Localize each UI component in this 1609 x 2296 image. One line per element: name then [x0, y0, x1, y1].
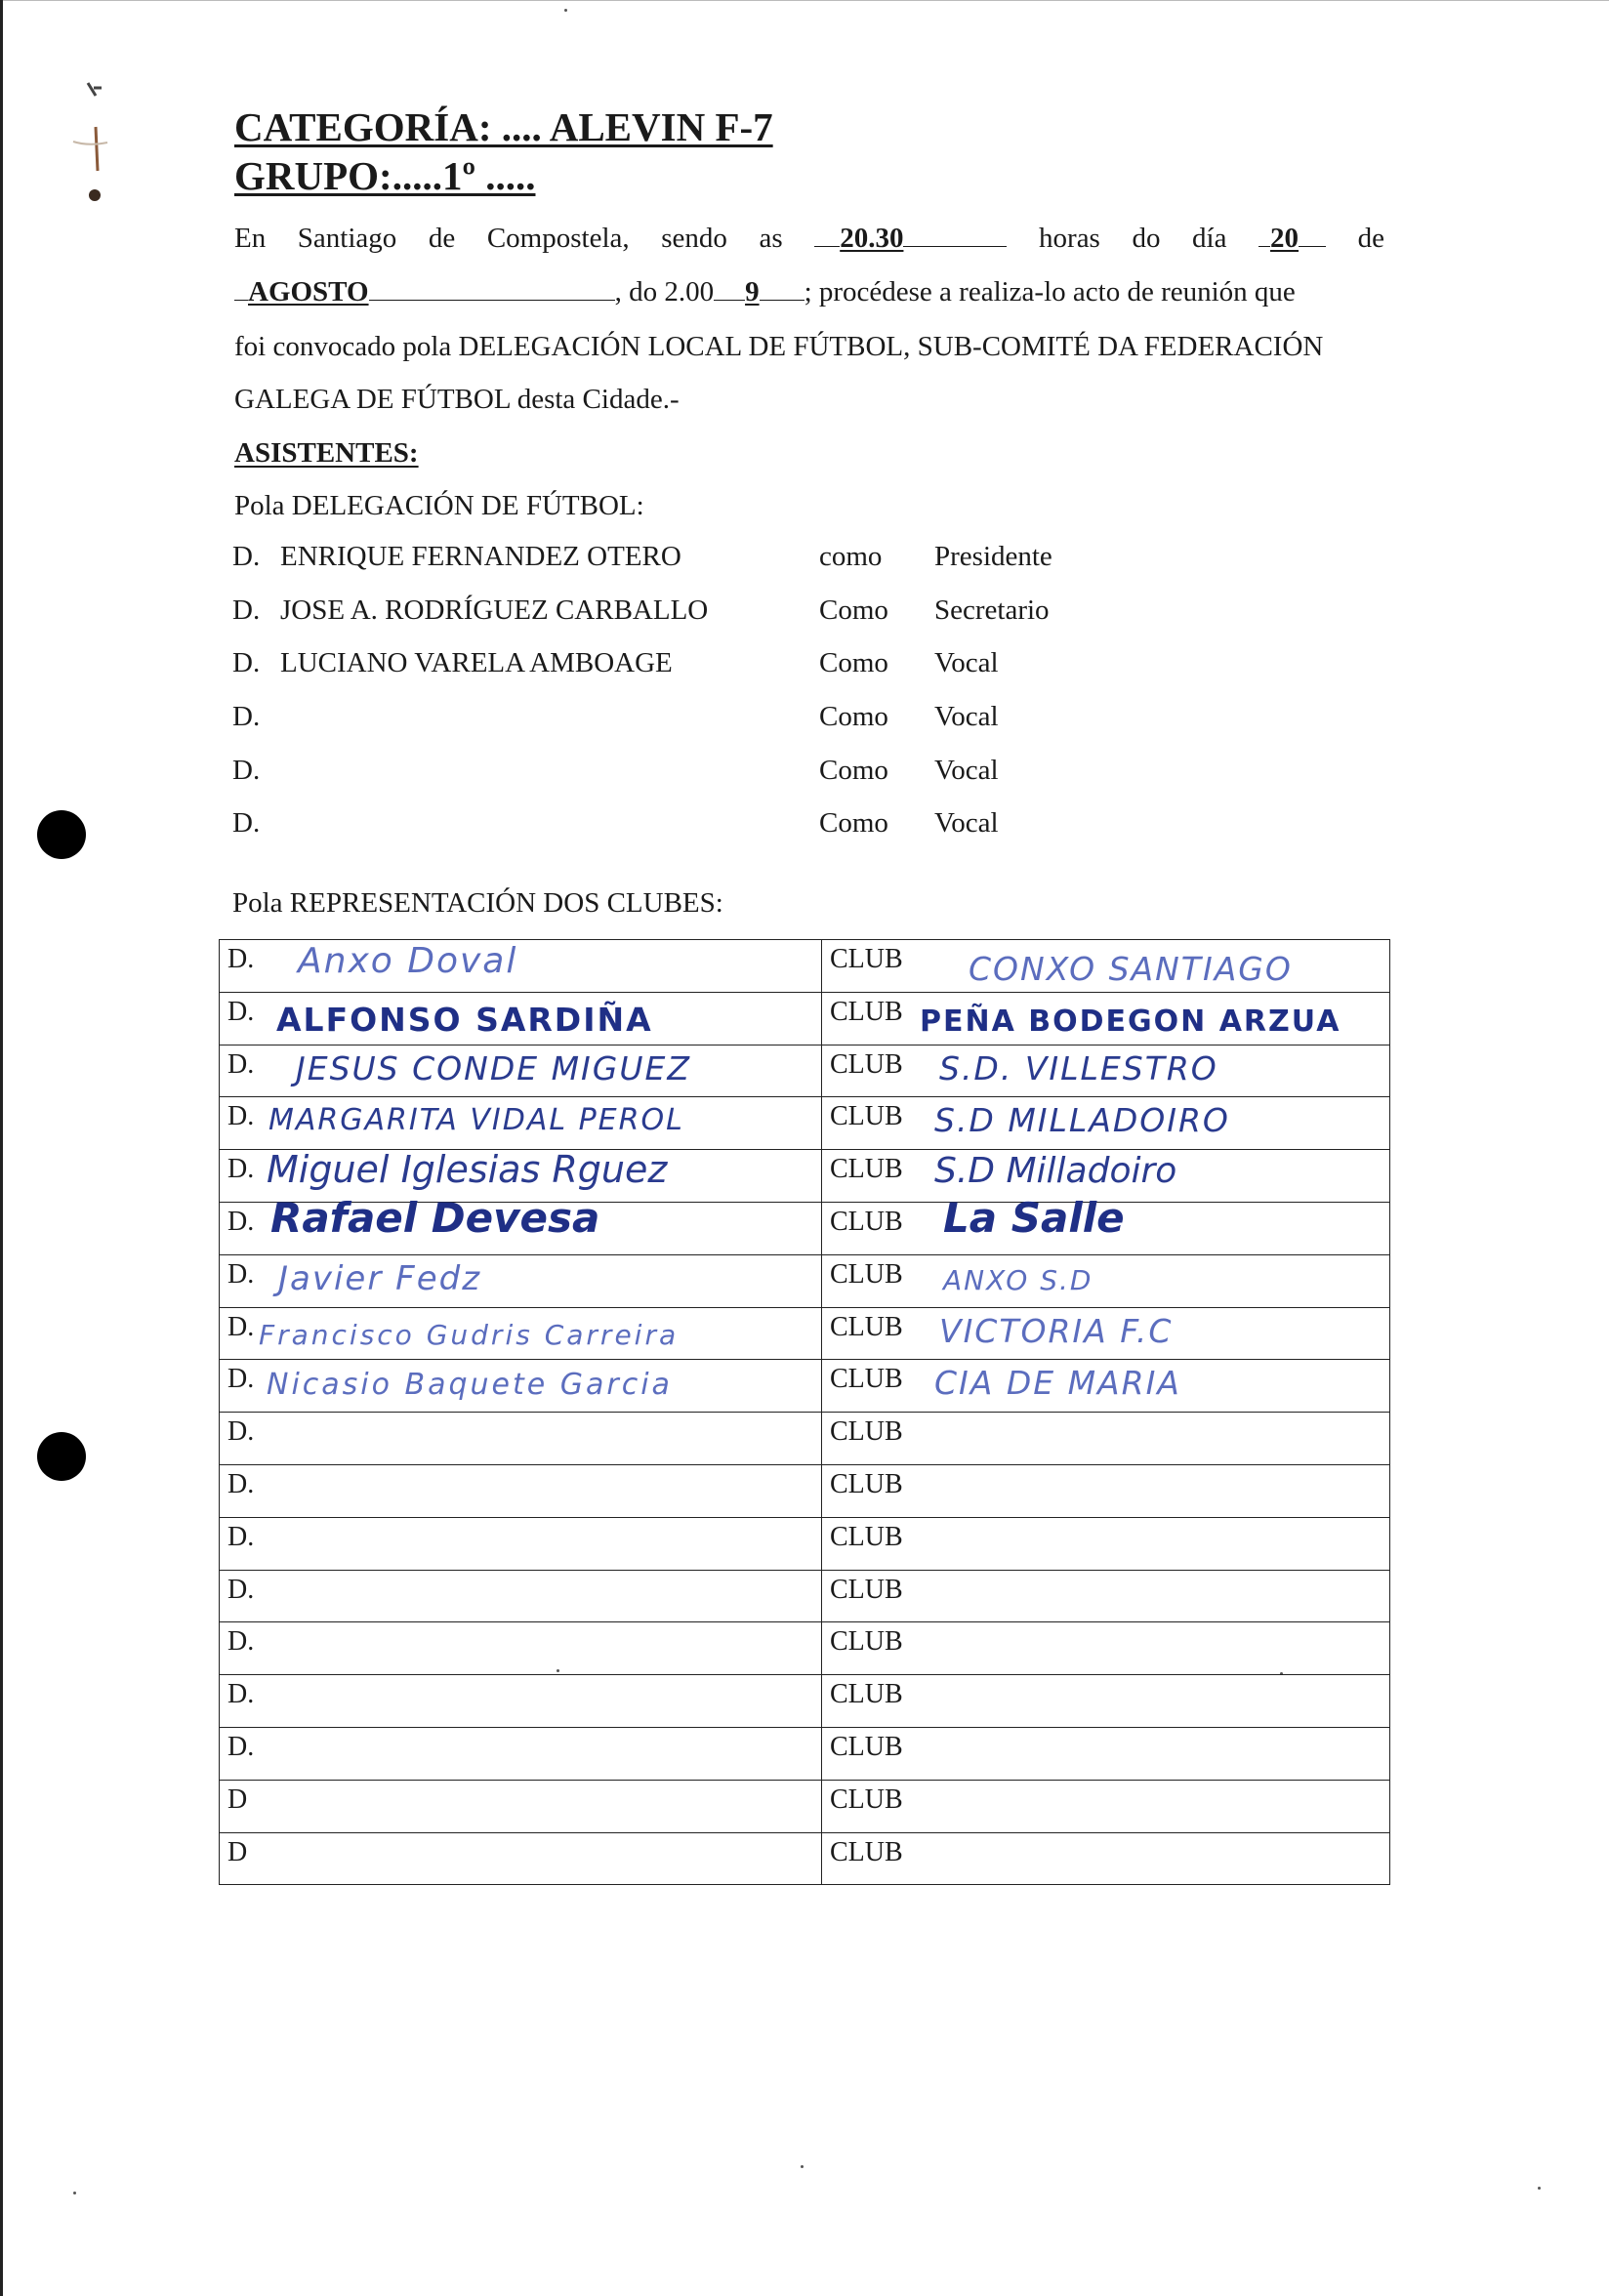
club-label: CLUB — [830, 1258, 903, 1290]
name-cell[interactable] — [220, 1780, 822, 1832]
handwritten-club: S.D MILLADOIRO — [934, 1101, 1230, 1140]
club-label: CLUB — [830, 1521, 903, 1552]
club-cell[interactable] — [822, 1045, 1390, 1097]
name-cell[interactable] — [220, 1832, 822, 1885]
handwritten-name: JESUS CONDE MIGUEZ — [296, 1048, 691, 1087]
word: Santiago — [297, 223, 397, 254]
name-cell[interactable] — [220, 1307, 822, 1360]
word: horas — [1039, 223, 1100, 254]
name-cell[interactable] — [220, 1517, 822, 1570]
club-label: CLUB — [830, 1679, 903, 1710]
name-cell[interactable] — [220, 1622, 822, 1675]
table-row — [220, 1045, 1390, 1097]
word: En — [234, 223, 267, 254]
time-field — [814, 219, 1007, 258]
member-role: Vocal — [934, 647, 999, 678]
table-row — [220, 1254, 1390, 1307]
club-label: CLUB — [830, 1468, 903, 1499]
word: sendo — [661, 223, 727, 254]
handwritten-name: Rafael Devesa — [270, 1193, 600, 1242]
scan-speck — [564, 9, 567, 12]
member-role: Vocal — [934, 755, 999, 786]
club-cell[interactable] — [822, 992, 1390, 1045]
club-label: CLUB — [830, 1206, 903, 1237]
word: Compostela, — [486, 223, 630, 254]
club-label: CLUB — [830, 1836, 903, 1867]
scan-speck — [73, 2192, 76, 2194]
handwritten-club: S.D Milladoiro — [934, 1151, 1177, 1192]
name-cell[interactable] — [220, 1254, 822, 1307]
clubes-label: Pola REPRESENTACIÓN DOS CLUBES: — [232, 887, 723, 919]
d-prefix: D. — [227, 1679, 255, 1710]
club-cell[interactable] — [822, 1254, 1390, 1307]
name-cell[interactable] — [220, 1464, 822, 1517]
handwritten-club: CIA DE MARIA — [934, 1364, 1181, 1403]
club-label: CLUB — [830, 1574, 903, 1605]
year-prefix: , do 2.00 — [614, 276, 715, 308]
day-field — [1258, 219, 1326, 258]
name-cell[interactable] — [220, 1360, 822, 1413]
handwritten-name: Anxo Doval — [298, 941, 518, 981]
staple-mark-icon — [68, 68, 127, 215]
member-prefix: D. — [232, 541, 261, 572]
handwritten-name: Nicasio Baquete Garcia — [267, 1368, 673, 1403]
club-cell[interactable] — [822, 1464, 1390, 1517]
club-cell[interactable] — [822, 1727, 1390, 1780]
d-prefix: D. — [227, 1574, 255, 1605]
word: día — [1192, 223, 1227, 254]
club-cell[interactable] — [822, 1780, 1390, 1832]
name-cell[interactable] — [220, 1727, 822, 1780]
table-row — [220, 1307, 1390, 1360]
club-cell[interactable] — [822, 1097, 1390, 1150]
handwritten-club: CONXO SANTIAGO — [969, 950, 1293, 988]
delegacion-label: Pola DELEGACIÓN DE FÚTBOL: — [234, 490, 644, 521]
club-label: CLUB — [830, 1784, 903, 1815]
table-row — [220, 1360, 1390, 1413]
scan-speck — [1538, 2187, 1541, 2190]
club-label: CLUB — [830, 1101, 903, 1132]
punch-hole — [37, 1432, 86, 1481]
categoria-title: CATEGORÍA: .... ALEVIN F-7 — [234, 104, 773, 149]
clubs-table — [219, 939, 1390, 1885]
member-name: JOSE A. RODRÍGUEZ CARBALLO — [280, 594, 709, 626]
table-row — [220, 1202, 1390, 1254]
member-como: Como — [819, 647, 888, 678]
handwritten-club: La Salle — [943, 1193, 1125, 1242]
d-prefix: D — [227, 1784, 248, 1815]
club-cell[interactable] — [822, 1193, 1390, 1254]
word: as — [759, 223, 783, 254]
handwritten-club: PEÑA BODEGON ARZUA — [920, 1004, 1341, 1039]
word: de — [1357, 223, 1384, 254]
d-prefix: D — [227, 1836, 248, 1867]
club-cell[interactable] — [822, 1675, 1390, 1728]
table-row — [220, 940, 1390, 993]
club-label: CLUB — [830, 996, 903, 1027]
member-como: Como — [819, 594, 888, 626]
page-top-edge — [0, 0, 1609, 1]
d-prefix: D. — [227, 1521, 255, 1552]
club-label: CLUB — [830, 944, 903, 974]
name-cell[interactable] — [220, 1570, 822, 1622]
punch-hole — [37, 810, 86, 859]
member-name: LUCIANO VARELA AMBOAGE — [280, 647, 673, 678]
member-como: Como — [819, 807, 888, 839]
club-cell[interactable] — [822, 1360, 1390, 1413]
table-row — [220, 1464, 1390, 1517]
member-como: Como — [819, 701, 888, 732]
member-como: como — [819, 541, 883, 572]
club-label: CLUB — [830, 1626, 903, 1658]
club-cell[interactable] — [822, 1832, 1390, 1885]
table-row — [220, 1517, 1390, 1570]
club-label: CLUB — [830, 1731, 903, 1762]
name-cell[interactable] — [220, 940, 822, 993]
table-row — [220, 1570, 1390, 1622]
club-cell[interactable] — [822, 1517, 1390, 1570]
table-row — [220, 992, 1390, 1045]
table-row — [220, 1097, 1390, 1150]
d-prefix: D. — [227, 1101, 255, 1132]
club-cell[interactable] — [822, 940, 1390, 993]
member-prefix: D. — [232, 647, 261, 678]
line2-rest: ; procédese a realiza-lo acto de reunión que — [804, 276, 1296, 308]
d-prefix: D. — [227, 1154, 255, 1185]
d-prefix: D. — [227, 1258, 255, 1290]
handwritten-name: Francisco Gudris Carreira — [259, 1318, 680, 1351]
handwritten-club: S.D. VILLESTRO — [939, 1048, 1218, 1087]
club-label: CLUB — [830, 1048, 903, 1080]
club-cell[interactable] — [822, 1570, 1390, 1622]
page-left-edge — [0, 0, 3, 2296]
club-label: CLUB — [830, 1416, 903, 1448]
club-label: CLUB — [830, 1154, 903, 1185]
member-prefix: D. — [232, 755, 261, 786]
d-prefix: D. — [227, 1048, 255, 1080]
handwritten-club: VICTORIA F.C — [939, 1311, 1174, 1350]
name-cell[interactable] — [220, 1045, 822, 1097]
d-prefix: D. — [227, 1206, 255, 1237]
month-value: AGOSTO — [248, 276, 369, 308]
name-cell[interactable] — [220, 1097, 822, 1150]
member-prefix: D. — [232, 807, 261, 839]
member-role: Vocal — [934, 701, 999, 732]
time-value: 20.30 — [840, 223, 904, 254]
member-prefix: D. — [232, 594, 261, 626]
paragraph-line-4: GALEGA DE FÚTBOL desta Cidade.- — [234, 384, 680, 415]
club-label: CLUB — [830, 1311, 903, 1342]
member-role: Vocal — [934, 807, 999, 839]
member-como: Como — [819, 755, 888, 786]
handwritten-name: MARGARITA VIDAL PEROL — [268, 1103, 684, 1138]
scan-speck — [801, 2165, 804, 2168]
club-label: CLUB — [830, 1364, 903, 1395]
handwritten-name: Javier Fedz — [278, 1258, 482, 1298]
name-cell[interactable] — [220, 1675, 822, 1728]
grupo-title: GRUPO:.....1º ..... — [234, 153, 536, 198]
name-cell[interactable] — [220, 1193, 822, 1254]
paragraph-line-3: foi convocado pola DELEGACIÓN LOCAL DE FÚTBOL, SUB-COMITÉ DA FEDERACIÓN — [234, 331, 1324, 362]
table-row — [220, 1675, 1390, 1728]
table-row — [220, 1832, 1390, 1885]
d-prefix: D. — [227, 1416, 255, 1448]
paragraph-line-2 — [234, 272, 1384, 311]
table-row — [220, 1413, 1390, 1465]
handwritten-club: ANXO S.D — [943, 1263, 1093, 1296]
table-row — [220, 1780, 1390, 1832]
d-prefix: D. — [227, 996, 255, 1027]
table-row — [220, 1622, 1390, 1675]
year-digit: 9 — [745, 276, 760, 308]
name-cell[interactable] — [220, 992, 822, 1045]
member-prefix: D. — [232, 701, 261, 732]
club-cell[interactable] — [822, 1307, 1390, 1360]
d-prefix: D. — [227, 1311, 255, 1342]
name-cell[interactable] — [220, 1413, 822, 1465]
table-row — [220, 1727, 1390, 1780]
member-role: Presidente — [934, 541, 1052, 572]
d-prefix: D. — [227, 1626, 255, 1658]
paragraph-line-1 — [234, 219, 1384, 258]
d-prefix: D. — [227, 1468, 255, 1499]
member-role: Secretario — [934, 594, 1050, 626]
club-cell[interactable] — [822, 1622, 1390, 1675]
handwritten-name: Miguel Iglesias Rguez — [267, 1148, 668, 1192]
asistentes-heading: ASISTENTES: — [234, 437, 419, 469]
d-prefix: D. — [227, 944, 255, 974]
club-cell[interactable] — [822, 1413, 1390, 1465]
day-value: 20 — [1270, 223, 1300, 254]
word: de — [428, 223, 456, 254]
handwritten-name: ALFONSO SARDIÑA — [276, 1000, 653, 1039]
member-name: ENRIQUE FERNANDEZ OTERO — [280, 541, 681, 572]
d-prefix: D. — [227, 1731, 255, 1762]
word: do — [1132, 223, 1161, 254]
d-prefix: D. — [227, 1364, 255, 1395]
